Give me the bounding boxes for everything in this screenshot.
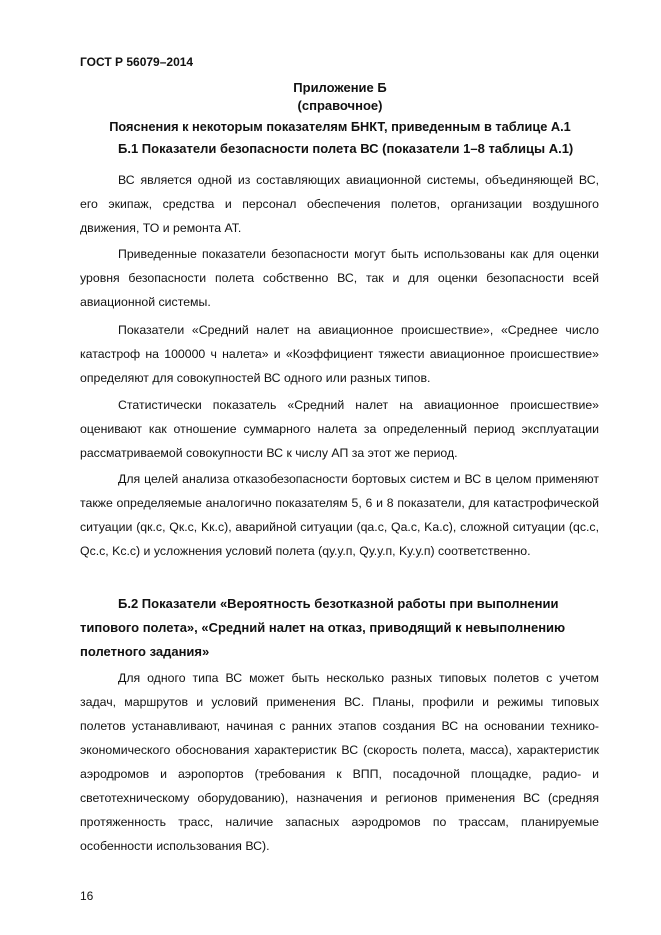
paragraph: Для одного типа ВС может быть несколько разных типовых полетов с учетом задач, маршрутов и условий применения ВС. Планы, профили и режимы типовых полетов устанавливают, начиная с ранних этапов создания ВС на основании технико-экономического обоснования характеристик ВС (скорость полета, масса), характеристик аэродромов и аэропортов (требования к ВПП, посадочной площадке, радио- и светотехническому оборудованию), назначения и регионов применения ВС (средняя протяженность трасс, наличие запасных аэродромов по трассам, планируемые особенности использования ВС). (80, 671, 599, 853)
section-2-heading-line2: типового полета», «Средний налет на отказ, приводящий к невыполнению (80, 620, 566, 635)
paragraph: ВС является одной из составляющих авиационной системы, объединяющей ВС, его экипаж, средства и персонал обеспечения полетов, организации воздушного движения, ТО и ремонта АТ. (80, 173, 599, 235)
section-2-heading-line3: полетного задания» (80, 644, 210, 659)
appendix-heading: Пояснения к некоторым показателям БНКТ, приведенным в таблице А.1 (109, 119, 571, 134)
paragraph: Для целей анализа отказобезопасности бортовых систем и ВС в целом применяют также определяемые аналогично показателям 5, 6 и 8 показатели, для катастрофической ситуации (qк.с, Qк.с, Kк.с), аварийной ситуации (qа.с, Qа.с, Kа.с), сложной ситуации (qс.с, Qс.с, Kс.с) и усложнения условий полета (qу.у.п, Qу.у.п, Kу.у.п) соответственно. (80, 472, 599, 558)
paragraph: Статистически показатель «Средний налет на авиационное происшествие» оценивают как отношение суммарного налета за определенный период эксплуатации рассматриваемой совокупности ВС к числу АП за этот же период. (80, 398, 599, 460)
appendix-type: (справочное) (297, 98, 383, 113)
standard-number: ГОСТ Р 56079–2014 (80, 55, 194, 69)
paragraph: Приведенные показатели безопасности могут быть использованы как для оценки уровня безопасности полета собственно ВС, так и для оценки безопасности всей авиационной системы. (80, 247, 599, 309)
section-1-heading: Б.1 Показатели безопасности полета ВС (показатели 1–8 таблицы А.1) (118, 141, 574, 156)
section-2-heading-line1: Б.2 Показатели «Вероятность безотказной работы при выполнении (118, 596, 559, 611)
appendix-title: Приложение Б (293, 80, 387, 95)
page-number: 16 (80, 889, 94, 903)
paragraph: Показатели «Средний налет на авиационное происшествие», «Среднее число катастроф на 100000 ч налета» и «Коэффициент тяжести авиационное происшествие» определяют для совокупностей ВС одного или разных типов. (80, 323, 599, 385)
